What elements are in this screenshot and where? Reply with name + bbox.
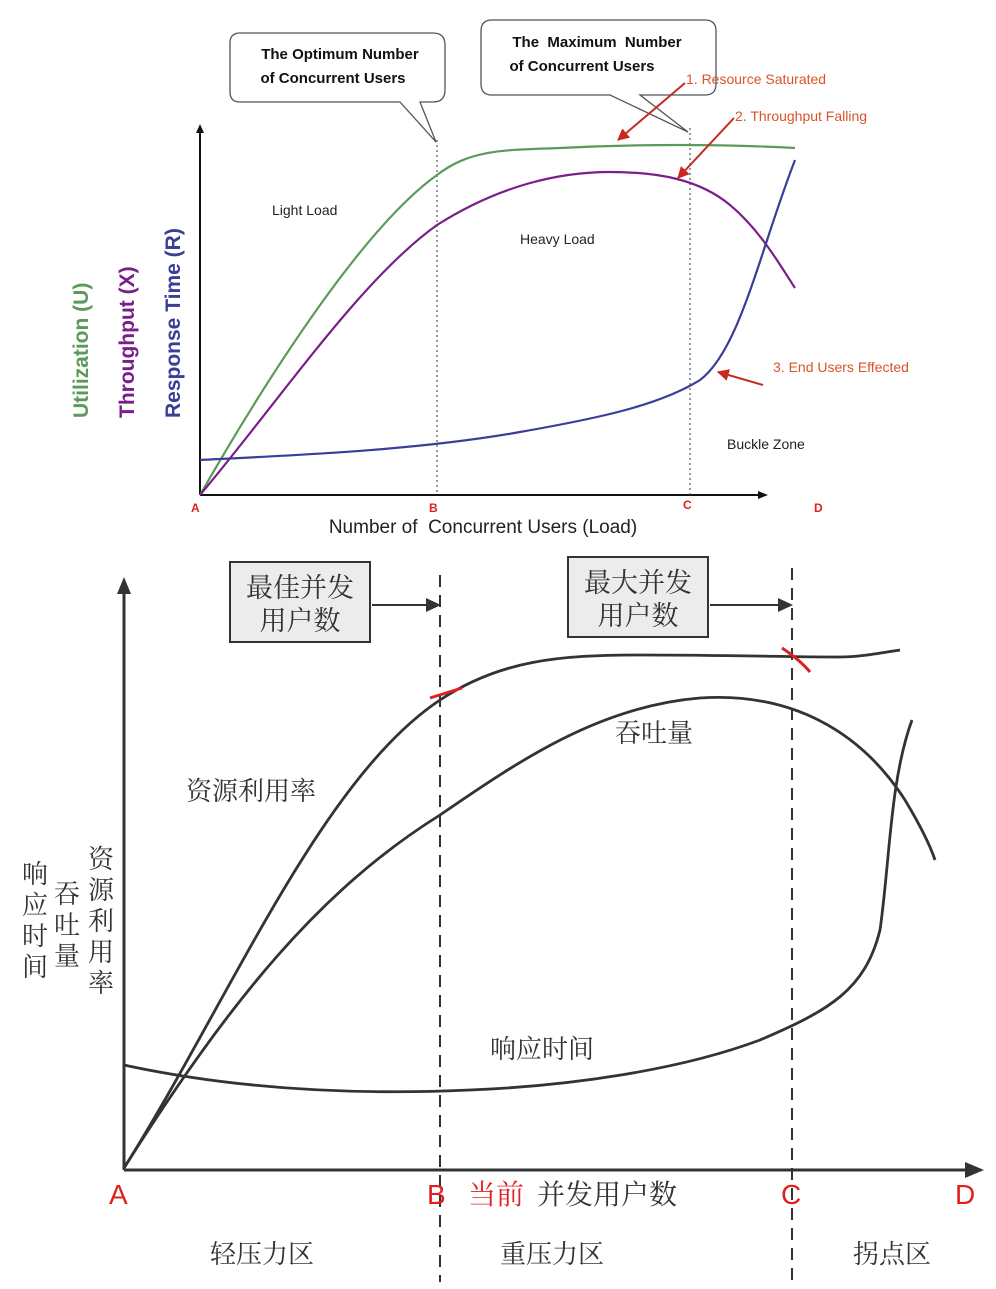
bottom-point-c: C xyxy=(781,1179,802,1210)
top-utilization-curve xyxy=(200,145,795,495)
top-zone-heavy: Heavy Load xyxy=(520,231,595,247)
top-annotation-end-users-effected: 3. End Users Effected xyxy=(773,359,909,375)
top-xlabel: Number of Concurrent Users (Load) xyxy=(328,517,638,538)
top-point-b: B xyxy=(429,501,438,515)
top-throughput-curve xyxy=(200,172,795,495)
top-callout-maximum-line1: The Maximum Number xyxy=(512,34,682,51)
bottom-throughput-curve xyxy=(124,697,935,1168)
bottom-label-throughput: 吞吐量 xyxy=(615,719,694,749)
top-zone-buckle: Buckle Zone xyxy=(727,436,805,452)
top-ylabel-utilization: Utilization (U) xyxy=(70,282,93,418)
bottom-ylabel-utilization-char: 资 xyxy=(88,845,115,875)
bottom-mark-c xyxy=(782,648,810,672)
top-point-d: D xyxy=(814,501,823,515)
top-zone-light: Light Load xyxy=(272,202,338,218)
bottom-ylabel-utilization-char: 用 xyxy=(88,938,115,968)
bottom-callout-maximum xyxy=(568,557,793,637)
bottom-ylabel-response xyxy=(22,860,48,983)
bottom-callout-optimum-arrow-icon xyxy=(426,598,441,612)
bottom-point-b: B xyxy=(427,1179,446,1210)
bottom-ylabel-response-char: 间 xyxy=(22,953,49,983)
top-point-c: C xyxy=(683,498,692,512)
bottom-ylabel-response-char: 时 xyxy=(22,922,49,952)
top-callout-maximum xyxy=(481,20,716,132)
bottom-point-a: A xyxy=(109,1179,128,1210)
bottom-callout-maximum-arrow-icon xyxy=(778,598,793,612)
top-annotation-resource-saturated: 1. Resource Saturated xyxy=(686,71,827,87)
top-point-a: A xyxy=(191,501,200,515)
top-arrow-end-users-icon xyxy=(718,372,763,385)
bottom-xlabel-prefix: 当前 xyxy=(468,1178,525,1211)
bottom-ylabel-response-char: 应 xyxy=(22,891,49,921)
top-callout-maximum-line2: of Concurrent Users xyxy=(509,58,655,75)
bottom-ylabel-utilization-char: 率 xyxy=(88,969,115,999)
bottom-ylabel-throughput-char: 量 xyxy=(54,942,81,972)
bottom-utilization-curve xyxy=(124,650,900,1168)
bottom-ylabel-throughput xyxy=(54,880,80,972)
bottom-xlabel-rest: 并发用户数 xyxy=(537,1178,678,1211)
bottom-zone-buckle: 拐点区 xyxy=(853,1240,932,1270)
top-callout-optimum-line1: The Optimum Number xyxy=(261,46,419,63)
bottom-label-utilization: 资源利用率 xyxy=(186,777,317,807)
top-y-axis-arrow-icon xyxy=(196,124,204,133)
top-annotation-throughput-falling: 2. Throughput Falling xyxy=(735,108,868,124)
bottom-point-d: D xyxy=(955,1179,976,1210)
bottom-callout-optimum xyxy=(230,562,441,642)
bottom-y-axis-arrow-icon xyxy=(117,577,131,594)
bottom-ylabel-throughput-char: 吐 xyxy=(54,911,81,941)
top-chart xyxy=(70,20,909,538)
bottom-ylabel-response-char: 响 xyxy=(22,860,49,890)
top-callout-optimum xyxy=(230,33,445,142)
bottom-ylabel-utilization-char: 源 xyxy=(88,876,115,906)
bottom-ylabel-utilization-char: 利 xyxy=(88,907,115,937)
top-callout-optimum-line2: of Concurrent Users xyxy=(260,70,406,87)
bottom-ylabel-utilization xyxy=(88,845,115,999)
bottom-chart xyxy=(22,557,984,1282)
top-ylabel-response: Response Time (R) xyxy=(162,228,185,418)
bottom-x-axis-arrow-icon xyxy=(965,1162,984,1178)
bottom-callout-maximum-line2: 用户数 xyxy=(597,601,679,632)
top-arrow-throughput-falling-icon xyxy=(678,118,734,178)
bottom-zone-light: 轻压力区 xyxy=(210,1240,315,1270)
bottom-callout-optimum-line2: 用户数 xyxy=(259,606,341,637)
bottom-zone-heavy: 重压力区 xyxy=(500,1240,605,1270)
top-ylabel-throughput: Throughput (X) xyxy=(116,266,139,418)
top-x-axis-arrow-icon xyxy=(758,491,768,499)
bottom-callout-optimum-line1: 最佳并发 xyxy=(246,573,354,604)
bottom-label-response: 响应时间 xyxy=(490,1035,595,1065)
bottom-ylabel-throughput-char: 吞 xyxy=(54,880,81,910)
bottom-callout-maximum-line1: 最大并发 xyxy=(584,568,692,599)
